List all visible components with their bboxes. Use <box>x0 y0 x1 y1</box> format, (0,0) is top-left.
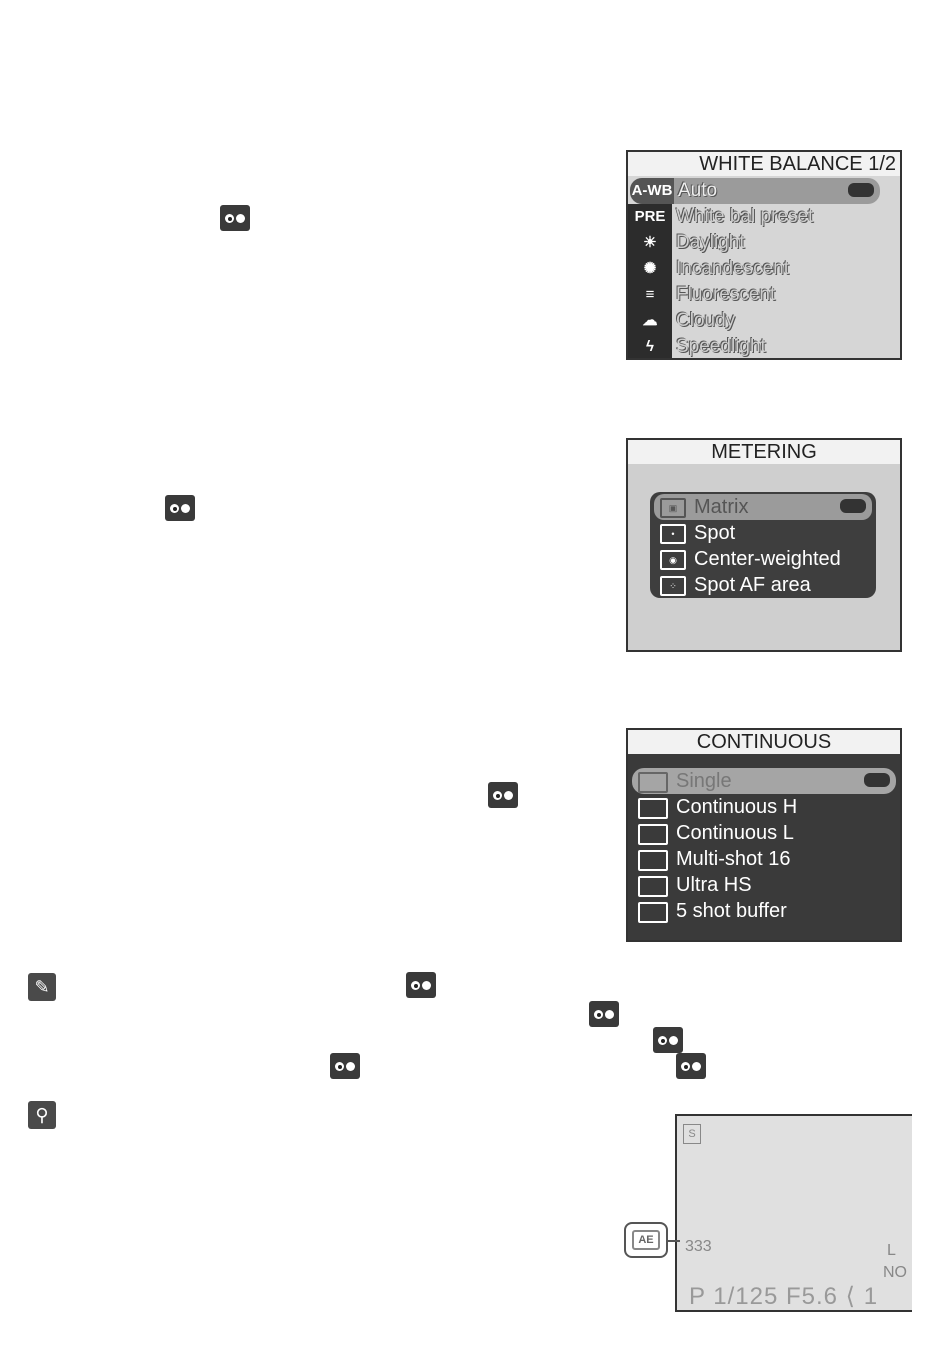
menu-item-multi-shot-16[interactable] <box>632 846 896 872</box>
menu-title: WHITE BALANCE 1/2 <box>628 152 900 176</box>
continuous-h-icon <box>638 798 668 819</box>
menu-item-label: Auto <box>678 180 718 201</box>
menu-item-label: Matrix <box>694 496 749 518</box>
see-reference-icon <box>676 1053 706 1079</box>
menu-item-label: Daylight <box>676 232 745 253</box>
menu-item-continuous-l[interactable] <box>632 820 896 846</box>
metering-options-panel <box>650 492 876 598</box>
center-weighted-icon: ◉ <box>660 550 686 570</box>
flash-icon: ϟ <box>628 334 672 360</box>
return-icon <box>848 183 874 197</box>
menu-item-center-weighted[interactable] <box>654 546 872 572</box>
fluorescent-icon: ≡ <box>628 282 672 308</box>
menu-title: CONTINUOUS <box>628 730 900 754</box>
matrix-icon: ▣ <box>660 498 686 518</box>
menu-item-label: Speedlight <box>676 336 766 357</box>
image-size-indicator: NO <box>883 1264 907 1281</box>
see-reference-icon <box>220 205 250 231</box>
menu-item-label: Continuous L <box>676 822 794 844</box>
menu-item-5-shot-buffer[interactable] <box>632 898 896 924</box>
continuous-l-icon <box>638 824 668 845</box>
menu-item-label: 5 shot buffer <box>676 900 787 922</box>
see-reference-icon <box>589 1001 619 1027</box>
exposure-count: 333 <box>685 1238 712 1255</box>
menu-item-cloudy[interactable] <box>628 308 900 334</box>
continuous-menu <box>626 728 902 942</box>
menu-item-daylight[interactable] <box>628 230 900 256</box>
preset-icon: PRE <box>628 204 672 230</box>
multi-shot-icon <box>638 850 668 871</box>
metering-menu <box>626 438 902 652</box>
exposure-readout: P 1/125 F5.6 ⟨ 1 <box>689 1283 879 1310</box>
menu-item-spot-af-area[interactable] <box>654 572 872 598</box>
menu-item-single[interactable] <box>632 768 896 794</box>
return-icon <box>864 773 890 787</box>
menu-item-label: Fluorescent <box>676 284 776 305</box>
ae-lock-icon: AE <box>632 1230 660 1250</box>
menu-item-continuous-h[interactable] <box>632 794 896 820</box>
menu-item-label: Multi-shot 16 <box>676 848 791 870</box>
menu-item-label: Ultra HS <box>676 874 752 896</box>
frame-tag: S <box>683 1124 701 1144</box>
menu-item-label: Continuous H <box>676 796 798 818</box>
menu-item-matrix[interactable] <box>654 494 872 520</box>
return-icon <box>840 499 866 513</box>
white-balance-menu <box>626 150 902 360</box>
note-pencil-icon: ✎ <box>28 973 56 1001</box>
single-shot-icon <box>638 772 668 793</box>
see-reference-icon <box>330 1053 360 1079</box>
menu-item-fluorescent[interactable] <box>628 282 900 308</box>
tip-magnifier-icon: ⚲ <box>28 1101 56 1129</box>
see-reference-icon <box>488 782 518 808</box>
menu-item-speedlight[interactable] <box>628 334 900 360</box>
see-reference-icon <box>165 495 195 521</box>
cloud-icon: ☁ <box>628 308 672 334</box>
menu-item-label: Incandescent <box>676 258 790 279</box>
bulb-icon: ✺ <box>628 256 672 282</box>
ae-lock-callout <box>624 1222 668 1258</box>
menu-item-ultra-hs[interactable] <box>632 872 896 898</box>
auto-wb-icon: A-WB <box>630 178 674 204</box>
spot-af-area-icon: ⁘ <box>660 576 686 596</box>
ultra-hs-icon <box>638 876 668 897</box>
menu-item-white-bal-preset[interactable] <box>628 204 900 230</box>
shot-buffer-icon <box>638 902 668 923</box>
spot-icon: • <box>660 524 686 544</box>
menu-item-incandescent[interactable] <box>628 256 900 282</box>
menu-item-label: Spot <box>694 522 736 544</box>
image-quality-indicator: L <box>887 1242 896 1259</box>
menu-item-spot[interactable] <box>654 520 872 546</box>
callout-line <box>666 1240 680 1242</box>
menu-item-label: Center-weighted <box>694 548 841 570</box>
see-reference-icon <box>653 1027 683 1053</box>
see-reference-icon <box>406 972 436 998</box>
monitor-display <box>675 1114 912 1312</box>
menu-item-label: White bal preset <box>676 206 814 227</box>
menu-title: METERING <box>628 440 900 464</box>
menu-item-label: Single <box>676 770 732 792</box>
menu-item-auto[interactable] <box>630 178 880 204</box>
menu-item-label: Spot AF area <box>694 574 811 596</box>
menu-item-label: Cloudy <box>676 310 736 331</box>
sun-icon: ☀ <box>628 230 672 256</box>
